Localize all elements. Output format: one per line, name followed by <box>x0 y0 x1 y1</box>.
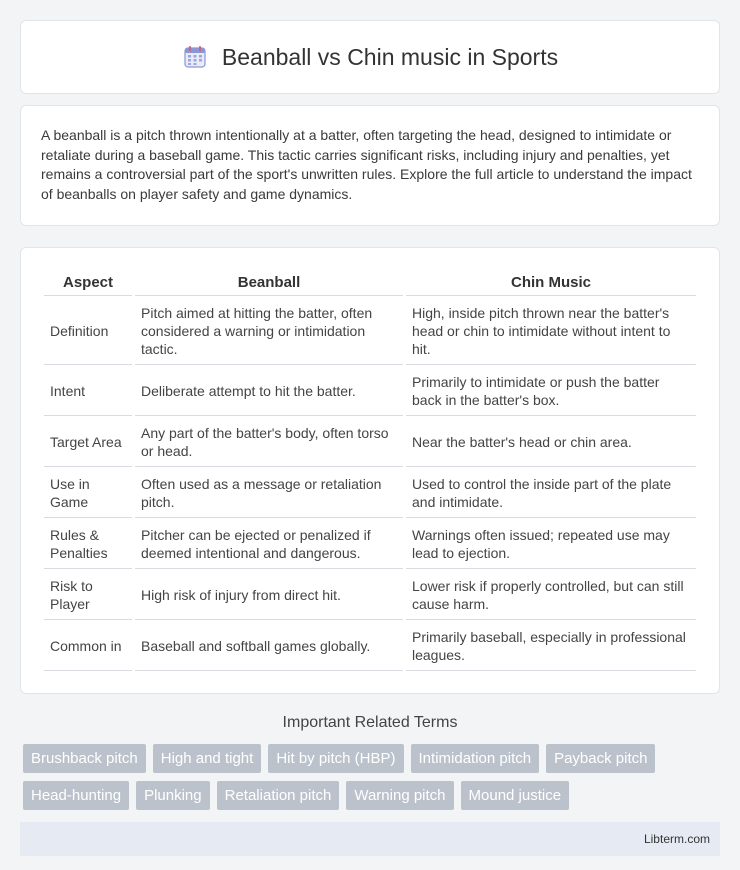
beanball-cell: High risk of injury from direct hit. <box>135 571 403 620</box>
tag-plunking[interactable]: Plunking <box>136 781 210 810</box>
tag-warning-pitch[interactable]: Warning pitch <box>346 781 453 810</box>
beanball-cell: Pitcher can be ejected or penalized if deemed intentional and dangerous. <box>135 520 403 569</box>
table-row <box>44 418 696 467</box>
table-row <box>44 469 696 518</box>
beanball-cell: Often used as a message or retaliation pitch. <box>135 469 403 518</box>
tag-mound-justice[interactable]: Mound justice <box>461 781 570 810</box>
table-row <box>44 622 696 671</box>
tag-retaliation-pitch[interactable]: Retaliation pitch <box>217 781 340 810</box>
page-footer <box>20 822 720 856</box>
intro-text: A beanball is a pitch thrown intentionally at a batter, often targeting the head, designed to intimidate or retaliate during a baseball game. This tactic carries significant risks, including injury and penalties, yet remains a controversial part of the sport's unwritten rules. Explore the full article to understand the impact of beanballs on player safety and game dynamics. <box>41 127 692 202</box>
header-chin-music: Chin Music <box>406 270 696 296</box>
comparison-card <box>20 247 720 694</box>
aspect-cell: Risk to Player <box>44 571 132 620</box>
aspect-cell: Rules & Penalties <box>44 520 132 569</box>
related-terms-tags <box>20 744 720 810</box>
tag-head-hunting[interactable]: Head-hunting <box>23 781 129 810</box>
tag-intimidation-pitch[interactable]: Intimidation pitch <box>411 744 540 773</box>
calendar-icon <box>182 44 208 70</box>
chin-music-cell: Primarily baseball, especially in professional leagues. <box>406 622 696 671</box>
tag-payback-pitch[interactable]: Payback pitch <box>546 744 655 773</box>
aspect-cell: Intent <box>44 367 132 416</box>
related-terms-section <box>20 714 720 810</box>
chin-music-cell: Primarily to intimidate or push the batter back in the batter's box. <box>406 367 696 416</box>
chin-music-cell: High, inside pitch thrown near the batter's head or chin to intimidate without intent to hit. <box>406 298 696 365</box>
table-row <box>44 520 696 569</box>
aspect-cell: Definition <box>44 298 132 365</box>
header-aspect: Aspect <box>44 270 132 296</box>
beanball-cell: Deliberate attempt to hit the batter. <box>135 367 403 416</box>
tag-high-and-tight[interactable]: High and tight <box>153 744 262 773</box>
beanball-cell: Any part of the batter's body, often torso or head. <box>135 418 403 467</box>
aspect-cell: Target Area <box>44 418 132 467</box>
chin-music-cell: Lower risk if properly controlled, but can still cause harm. <box>406 571 696 620</box>
intro-card <box>20 105 720 226</box>
chin-music-cell: Used to control the inside part of the plate and intimidate. <box>406 469 696 518</box>
page-header <box>20 20 720 94</box>
header-beanball: Beanball <box>135 270 403 296</box>
page-title: Beanball vs Chin music in Sports <box>221 43 559 70</box>
table-row <box>44 571 696 620</box>
beanball-cell: Pitch aimed at hitting the batter, often considered a warning or intimidation tactic. <box>135 298 403 365</box>
aspect-cell: Use in Game <box>44 469 132 518</box>
chin-music-cell: Near the batter's head or chin area. <box>406 418 696 467</box>
tag-hit-by-pitch[interactable]: Hit by pitch (HBP) <box>268 744 403 773</box>
tag-brushback-pitch[interactable]: Brushback pitch <box>23 744 146 773</box>
table-row <box>44 298 696 365</box>
chin-music-cell: Warnings often issued; repeated use may lead to ejection. <box>406 520 696 569</box>
table-header-row <box>44 270 696 296</box>
related-terms-title: Important Related Terms <box>282 714 458 731</box>
comparison-table <box>41 268 699 673</box>
table-row <box>44 367 696 416</box>
aspect-cell: Common in <box>44 622 132 671</box>
beanball-cell: Baseball and softball games globally. <box>135 622 403 671</box>
footer-site-link[interactable]: Libterm.com <box>643 832 710 846</box>
